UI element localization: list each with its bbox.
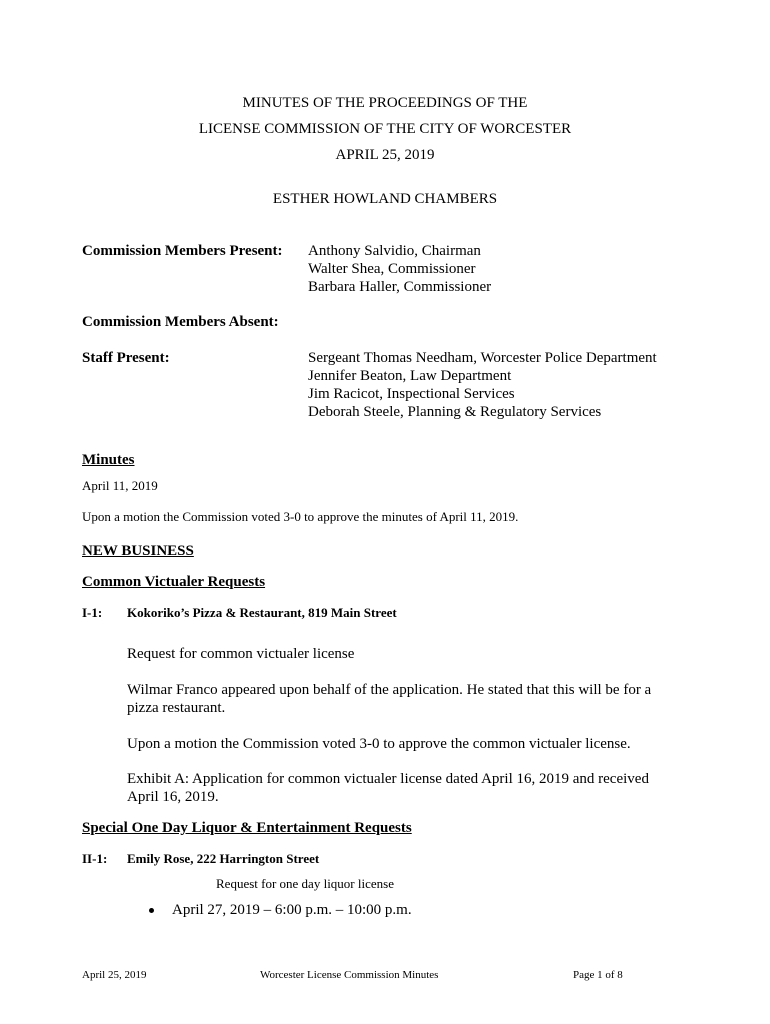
- footer-title: Worcester License Commission Minutes: [260, 969, 439, 981]
- item-2-bullet-text: April 27, 2019 – 6:00 p.m. – 10:00 p.m.: [172, 902, 412, 918]
- present-member-2: Walter Shea, Commissioner: [308, 261, 476, 277]
- staff-member-4: Deborah Steele, Planning & Regulatory Services: [308, 404, 602, 420]
- item-1-exhibit-line-1: Exhibit A: Application for common victualer license dated April 16, 2019 and received: [127, 771, 649, 787]
- present-member-3: Barbara Haller, Commissioner: [308, 279, 492, 295]
- present-label: Commission Members Present:: [82, 243, 283, 259]
- absent-label: Commission Members Absent:: [82, 314, 279, 330]
- minutes-motion: Upon a motion the Commission voted 3-0 to approve the minutes of April 11, 2019.: [82, 509, 519, 524]
- bullet-icon: [149, 908, 154, 913]
- item-1-motion: Upon a motion the Commission voted 3-0 to approve the common victualer license.: [127, 736, 631, 752]
- header-location: ESTHER HOWLAND CHAMBERS: [272, 191, 498, 207]
- header-line-2: LICENSE COMMISSION OF THE CITY OF WORCESTER: [198, 121, 572, 137]
- staff-member-2: Jennifer Beaton, Law Department: [308, 368, 512, 384]
- item-2-number: II-1:: [82, 851, 108, 866]
- footer-date: April 25, 2019: [82, 969, 147, 981]
- present-member-1: Anthony Salvidio, Chairman: [308, 243, 481, 259]
- footer-page-number: Page 1 of 8: [573, 969, 623, 981]
- item-2-title: Emily Rose, 222 Harrington Street: [127, 851, 320, 866]
- minutes-heading: Minutes: [82, 452, 135, 468]
- header-date: APRIL 25, 2019: [335, 147, 435, 163]
- item-1-exhibit-line-2: April 16, 2019.: [127, 789, 219, 805]
- header-line-1: MINUTES OF THE PROCEEDINGS OF THE: [242, 95, 528, 111]
- item-2-request: Request for one day liquor license: [216, 876, 394, 891]
- new-business-heading: NEW BUSINESS: [82, 543, 194, 559]
- item-1-paragraph-line-2: pizza restaurant.: [127, 700, 226, 716]
- item-1-number: I-1:: [82, 605, 103, 620]
- staff-label: Staff Present:: [82, 350, 170, 366]
- item-1-title: Kokoriko’s Pizza & Restaurant, 819 Main Street: [127, 605, 397, 620]
- item-1-request: Request for common victualer license: [127, 646, 355, 662]
- common-victualer-heading: Common Victualer Requests: [82, 574, 266, 590]
- item-1-paragraph-line-1: Wilmar Franco appeared upon behalf of the application. He stated that this will be for a: [127, 682, 652, 698]
- staff-member-1: Sergeant Thomas Needham, Worcester Police Department: [308, 350, 657, 366]
- special-one-day-heading: Special One Day Liquor & Entertainment Requests: [82, 820, 412, 836]
- staff-member-3: Jim Racicot, Inspectional Services: [308, 386, 515, 402]
- minutes-date: April 11, 2019: [82, 478, 158, 493]
